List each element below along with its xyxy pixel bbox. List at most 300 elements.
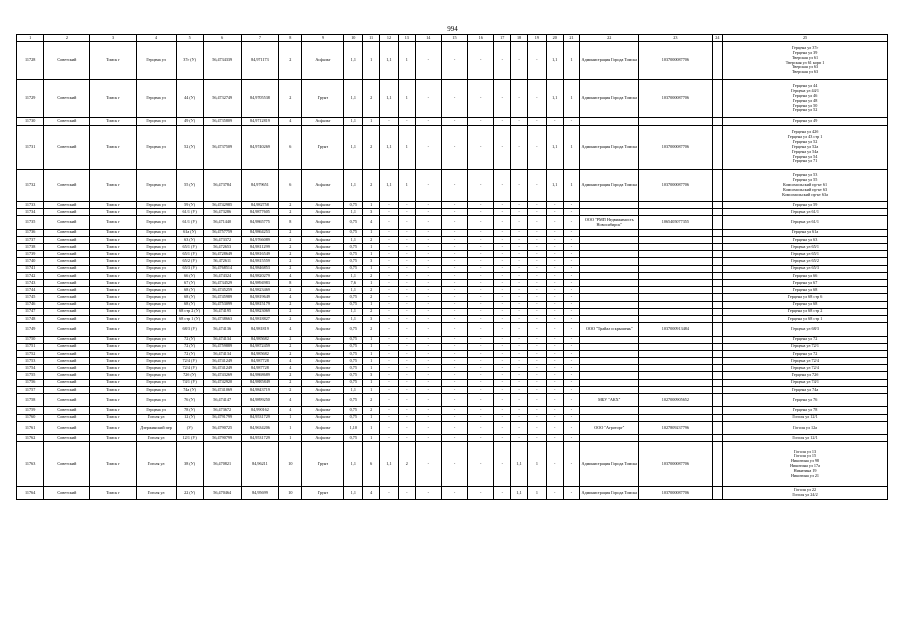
table-cell: -: [415, 350, 441, 357]
table-cell: -: [563, 414, 580, 421]
table-cell: 44 (У): [176, 80, 203, 118]
table-cell: 1: [279, 414, 302, 421]
table-cell: -: [511, 265, 528, 272]
table-cell: 1,1: [380, 125, 399, 169]
table-cell: 1,1: [344, 125, 363, 169]
table-cell: [639, 308, 712, 315]
table-cell: -: [441, 118, 467, 125]
table-cell: -: [494, 358, 511, 365]
table-cell: 1,1: [344, 442, 363, 486]
table-cell: 11747: [17, 308, 44, 315]
table-cell: -: [380, 229, 399, 236]
table-cell: 1: [279, 435, 302, 442]
table-cell: -: [441, 125, 467, 169]
address-list-cell: [723, 265, 888, 272]
table-cell: -: [546, 358, 563, 365]
table-cell: 1,1: [344, 287, 363, 294]
table-cell: [580, 358, 639, 365]
table-cell: -: [527, 265, 546, 272]
table-cell: -: [546, 216, 563, 229]
table-cell: 72 (У): [176, 343, 203, 350]
table-cell: -: [415, 265, 441, 272]
table-cell: -: [563, 336, 580, 343]
table-cell: 11744: [17, 287, 44, 294]
table-cell: -: [527, 394, 546, 407]
table-cell: -: [563, 308, 580, 315]
address-list-cell: [723, 280, 888, 287]
table-cell: -: [511, 435, 528, 442]
address-line: Герцена ул 37г: [791, 45, 819, 51]
table-cell: Герцена ул: [136, 229, 176, 236]
table-cell: Советский: [44, 287, 90, 294]
table-cell: -: [563, 294, 580, 301]
table-cell: -: [380, 435, 399, 442]
table-cell: -: [563, 265, 580, 272]
table-cell: -: [546, 301, 563, 308]
table-cell: 1,1: [344, 42, 363, 80]
table-cell: -: [563, 216, 580, 229]
address-list-cell: [723, 365, 888, 372]
table-cell: -: [563, 209, 580, 216]
table-cell: -: [468, 386, 494, 393]
table-cell: -: [398, 414, 415, 421]
table-cell: 1,1: [344, 308, 363, 315]
table-cell: 2: [279, 287, 302, 294]
table-cell: -: [468, 358, 494, 365]
table-cell: -: [494, 229, 511, 236]
table-row: [17, 343, 888, 350]
table-cell: Советский: [44, 301, 90, 308]
table-cell: 1,1: [344, 169, 363, 201]
address-line: Герцена ул 44/1: [791, 88, 819, 94]
column-header: 22: [580, 35, 639, 42]
table-cell: [712, 350, 722, 357]
table-cell: -: [398, 365, 415, 372]
table-cell: [712, 414, 722, 421]
address-list-cell: [723, 394, 888, 407]
table-row: [17, 358, 888, 365]
table-cell: 11759: [17, 407, 44, 414]
table-cell: 2: [363, 287, 380, 294]
table-cell: 0,75: [344, 265, 363, 272]
table-cell: Герцена ул: [136, 236, 176, 243]
table-cell: 2: [363, 323, 380, 336]
table-cell: Герцена ул: [136, 251, 176, 258]
table-cell: -: [441, 42, 467, 80]
table-cell: 11734: [17, 209, 44, 216]
table-cell: [580, 372, 639, 379]
table-cell: Советский: [44, 394, 90, 407]
table-cell: [639, 372, 712, 379]
table-cell: -: [380, 365, 399, 372]
table-cell: Томск г: [90, 372, 136, 379]
table-cell: Герцена ул: [136, 118, 176, 125]
table-cell: 11730: [17, 118, 44, 125]
table-cell: -: [546, 201, 563, 208]
table-cell: -: [546, 336, 563, 343]
address-line: Герцена ул 49: [792, 118, 818, 124]
table-cell: -: [468, 343, 494, 350]
table-cell: -: [527, 435, 546, 442]
table-cell: Советский: [44, 80, 90, 118]
table-cell: Томск г: [90, 42, 136, 80]
table-cell: 84,987728: [241, 358, 279, 365]
table-cell: 68 (У): [176, 294, 203, 301]
table-cell: [712, 336, 722, 343]
table-cell: -: [398, 287, 415, 294]
table-cell: [712, 486, 722, 499]
table-cell: 0,75: [344, 323, 363, 336]
table-cell: [580, 280, 639, 287]
table-cell: -: [441, 372, 467, 379]
table-cell: -: [546, 118, 563, 125]
table-cell: -: [441, 386, 467, 393]
address-list-cell: [723, 435, 888, 442]
table-cell: -: [380, 358, 399, 365]
table-cell: 84,9843719: [241, 386, 279, 393]
column-header: 10: [344, 35, 363, 42]
table-cell: 11728: [17, 42, 44, 80]
table-cell: 2: [279, 80, 302, 118]
table-cell: -: [468, 365, 494, 372]
table-cell: 0,75: [344, 343, 363, 350]
table-cell: 2: [279, 236, 302, 243]
table-cell: -: [511, 407, 528, 414]
table-cell: 84,9766089: [241, 236, 279, 243]
table-cell: 68 (У): [176, 301, 203, 308]
address-line: Герцена ул 61/1: [791, 208, 819, 214]
table-row: [17, 336, 888, 343]
table-cell: Советский: [44, 244, 90, 251]
table-cell: -: [441, 251, 467, 258]
table-row: [17, 251, 888, 258]
table-row: [17, 236, 888, 243]
table-cell: -: [494, 414, 511, 421]
table-row: [17, 229, 888, 236]
table-cell: -: [563, 301, 580, 308]
address-line: Тверская ул 61 корп 1: [785, 59, 825, 65]
table-cell: 2: [279, 301, 302, 308]
table-cell: -: [468, 294, 494, 301]
table-cell: [712, 280, 722, 287]
table-cell: -: [527, 125, 546, 169]
table-cell: [580, 336, 639, 343]
table-cell: -: [527, 236, 546, 243]
table-cell: 2: [279, 201, 302, 208]
table-cell: 0,75: [344, 258, 363, 265]
table-cell: Грунт: [302, 486, 344, 499]
table-cell: 0,75: [344, 394, 363, 407]
table-row: [17, 323, 888, 336]
table-cell: 84,985682: [241, 350, 279, 357]
table-cell: -: [415, 251, 441, 258]
column-header: 19: [527, 35, 546, 42]
table-cell: [639, 414, 712, 421]
table-cell: -: [398, 201, 415, 208]
table-cell: Гоголя ул: [136, 435, 176, 442]
table-cell: -: [441, 258, 467, 265]
address-list-cell: [723, 229, 888, 236]
table-cell: 56,4753099: [203, 301, 241, 308]
table-cell: -: [546, 394, 563, 407]
registry-table: [16, 34, 888, 500]
table-cell: Томск г: [90, 209, 136, 216]
table-cell: -: [563, 244, 580, 251]
table-cell: Гоголя ул: [136, 486, 176, 499]
table-cell: -: [468, 265, 494, 272]
table-cell: -: [398, 118, 415, 125]
table-cell: 63 (У): [176, 236, 203, 243]
table-cell: 8: [279, 280, 302, 287]
table-cell: [712, 258, 722, 265]
table-cell: [580, 414, 639, 421]
table-cell: -: [494, 258, 511, 265]
table-cell: 56,4741249: [203, 358, 241, 365]
table-cell: 1: [363, 301, 380, 308]
table-cell: -: [563, 350, 580, 357]
table-cell: -: [415, 323, 441, 336]
address-line: Тверская ул 61: [791, 54, 819, 60]
table-cell: Асфальт: [302, 323, 344, 336]
table-cell: 2: [279, 42, 302, 80]
table-cell: 78 (У): [176, 407, 203, 414]
table-cell: 1: [363, 265, 380, 272]
column-header: 25: [723, 35, 888, 42]
table-cell: 11739: [17, 251, 44, 258]
table-cell: 56,4737509: [203, 125, 241, 169]
table-cell: 1: [563, 169, 580, 201]
address-line: Гоголя ул 12/1: [792, 414, 818, 420]
table-cell: -: [380, 315, 399, 322]
table-cell: -: [494, 265, 511, 272]
table-cell: [712, 323, 722, 336]
table-cell: 1: [363, 358, 380, 365]
address-line: Герцена ул 68: [792, 301, 818, 307]
table-cell: 84,9899250: [241, 394, 279, 407]
table-cell: 0,75: [344, 294, 363, 301]
table-cell: Герцена ул: [136, 125, 176, 169]
table-cell: 65/1 (У): [176, 251, 203, 258]
table-cell: [639, 287, 712, 294]
table-cell: -: [415, 42, 441, 80]
table-cell: 6: [279, 125, 302, 169]
table-cell: [712, 118, 722, 125]
table-cell: 66 (У): [176, 272, 203, 279]
table-cell: 2: [363, 80, 380, 118]
address-list-cell: [723, 358, 888, 365]
table-cell: 84,9818827: [241, 315, 279, 322]
table-cell: -: [527, 379, 546, 386]
table-cell: [712, 421, 722, 434]
table-cell: 56,473672: [203, 407, 241, 414]
table-cell: 0,75: [344, 251, 363, 258]
table-row: [17, 209, 888, 216]
table-cell: 3: [363, 315, 380, 322]
table-cell: -: [511, 421, 528, 434]
table-cell: -: [527, 272, 546, 279]
table-cell: Асфальт: [302, 287, 344, 294]
table-cell: Герцена ул: [136, 365, 176, 372]
table-row: [17, 301, 888, 308]
table-cell: 1,1: [380, 80, 399, 118]
table-cell: 0,75: [344, 372, 363, 379]
table-cell: -: [441, 265, 467, 272]
table-cell: 1,1: [344, 118, 363, 125]
table-cell: -: [380, 421, 399, 434]
table-cell: -: [546, 308, 563, 315]
table-cell: 11740: [17, 258, 44, 265]
address-line: Никитина ул 21: [791, 472, 820, 478]
table-cell: 56,4741069: [203, 386, 241, 393]
table-cell: -: [511, 350, 528, 357]
table-cell: Советский: [44, 209, 90, 216]
table-cell: -: [563, 394, 580, 407]
address-line: Герцена ул 72: [792, 350, 818, 356]
table-row: [17, 379, 888, 386]
table-cell: -: [380, 280, 399, 287]
table-cell: 72 (У): [176, 336, 203, 343]
table-cell: Асфальт: [302, 301, 344, 308]
address-line: Герцена ул 71: [792, 158, 818, 164]
table-cell: 84,9846853: [241, 265, 279, 272]
address-line: Герцена ул 68 стр 1: [787, 315, 823, 321]
table-cell: 1: [527, 442, 546, 486]
table-cell: -: [415, 125, 441, 169]
table-cell: Советский: [44, 379, 90, 386]
table-cell: 2: [279, 229, 302, 236]
table-cell: 11735: [17, 216, 44, 229]
table-cell: -: [511, 358, 528, 365]
table-cell: -: [441, 236, 467, 243]
table-cell: 72/4 (У): [176, 358, 203, 365]
table-cell: 1,1: [380, 42, 399, 80]
table-cell: 72 (У): [176, 350, 203, 357]
table-cell: Асфальт: [302, 386, 344, 393]
table-cell: -: [415, 343, 441, 350]
table-cell: -: [468, 251, 494, 258]
table-cell: -: [563, 343, 580, 350]
table-cell: 8: [279, 216, 302, 229]
table-cell: 0,75: [344, 244, 363, 251]
table-cell: -: [546, 323, 563, 336]
table-cell: [639, 265, 712, 272]
table-cell: [639, 244, 712, 251]
table-cell: 52 (У): [176, 125, 203, 169]
table-cell: 4: [279, 118, 302, 125]
table-row: [17, 280, 888, 287]
address-line: Герцена ул 72/1: [791, 343, 819, 349]
address-list-cell: [723, 414, 888, 421]
table-cell: Асфальт: [302, 350, 344, 357]
table-cell: [580, 229, 639, 236]
table-cell: -: [494, 251, 511, 258]
table-cell: [712, 125, 722, 169]
column-header: 16: [468, 35, 494, 42]
table-cell: -: [494, 244, 511, 251]
table-cell: -: [398, 421, 415, 434]
table-cell: Герцена ул: [136, 407, 176, 414]
column-header: 1: [17, 35, 44, 42]
table-cell: -: [398, 229, 415, 236]
table-cell: -: [511, 118, 528, 125]
table-cell: -: [415, 336, 441, 343]
table-cell: 65/3 (У): [176, 265, 203, 272]
table-cell: [712, 308, 722, 315]
table-cell: -: [511, 280, 528, 287]
table-cell: 1,1: [511, 486, 528, 499]
table-cell: -: [398, 372, 415, 379]
column-header: 20: [546, 35, 563, 42]
table-cell: -: [380, 386, 399, 393]
address-line: Герцена ул 61/1: [791, 219, 819, 225]
address-line: Герцена ул 61а: [791, 229, 819, 235]
table-cell: -: [494, 394, 511, 407]
table-cell: -: [468, 80, 494, 118]
table-cell: -: [527, 229, 546, 236]
table-cell: -: [546, 486, 563, 499]
table-cell: -: [527, 386, 546, 393]
table-cell: 56,4738663: [203, 315, 241, 322]
table-cell: 2: [279, 386, 302, 393]
table-row: [17, 421, 888, 434]
table-cell: 1: [279, 421, 302, 434]
address-list-cell: [723, 343, 888, 350]
table-cell: Томск г: [90, 394, 136, 407]
address-line: Герцена ул 59: [792, 201, 818, 207]
table-cell: 56,4790725: [203, 421, 241, 434]
table-cell: 84,971173: [241, 42, 279, 80]
table-cell: 68 стр 2 (У): [176, 308, 203, 315]
table-cell: 1: [363, 118, 380, 125]
table-cell: -: [494, 315, 511, 322]
table-cell: -: [494, 350, 511, 357]
table-cell: -: [468, 442, 494, 486]
address-line: Герцена ул 52: [792, 139, 818, 145]
table-cell: [639, 251, 712, 258]
table-cell: 1037000913484: [639, 323, 712, 336]
table-cell: -: [441, 308, 467, 315]
table-cell: 84,987728: [241, 365, 279, 372]
address-line: Герцена ул 43 стр 1: [787, 134, 823, 140]
table-cell: -: [398, 244, 415, 251]
table-cell: Томск г: [90, 258, 136, 265]
table-cell: 1037000087706: [639, 80, 712, 118]
table-row: [17, 442, 888, 486]
table-cell: 84,9712819: [241, 118, 279, 125]
table-cell: -: [511, 251, 528, 258]
table-cell: -: [398, 407, 415, 414]
table-cell: -: [468, 209, 494, 216]
table-cell: -: [511, 209, 528, 216]
address-list-cell: [723, 251, 888, 258]
table-cell: -: [398, 323, 415, 336]
table-cell: [712, 251, 722, 258]
table-cell: -: [494, 301, 511, 308]
table-cell: 84,9816549: [241, 251, 279, 258]
table-cell: Администрация Города Томска: [580, 442, 639, 486]
table-cell: -: [468, 244, 494, 251]
table-cell: [639, 294, 712, 301]
table-cell: -: [468, 258, 494, 265]
table-cell: Асфальт: [302, 394, 344, 407]
table-cell: Томск г: [90, 350, 136, 357]
table-cell: ООО "Агроторг": [580, 421, 639, 434]
table-cell: 0,75: [344, 414, 363, 421]
table-cell: -: [563, 287, 580, 294]
table-cell: -: [527, 323, 546, 336]
address-line: Никитина 19: [793, 467, 817, 473]
table-cell: -: [511, 394, 528, 407]
